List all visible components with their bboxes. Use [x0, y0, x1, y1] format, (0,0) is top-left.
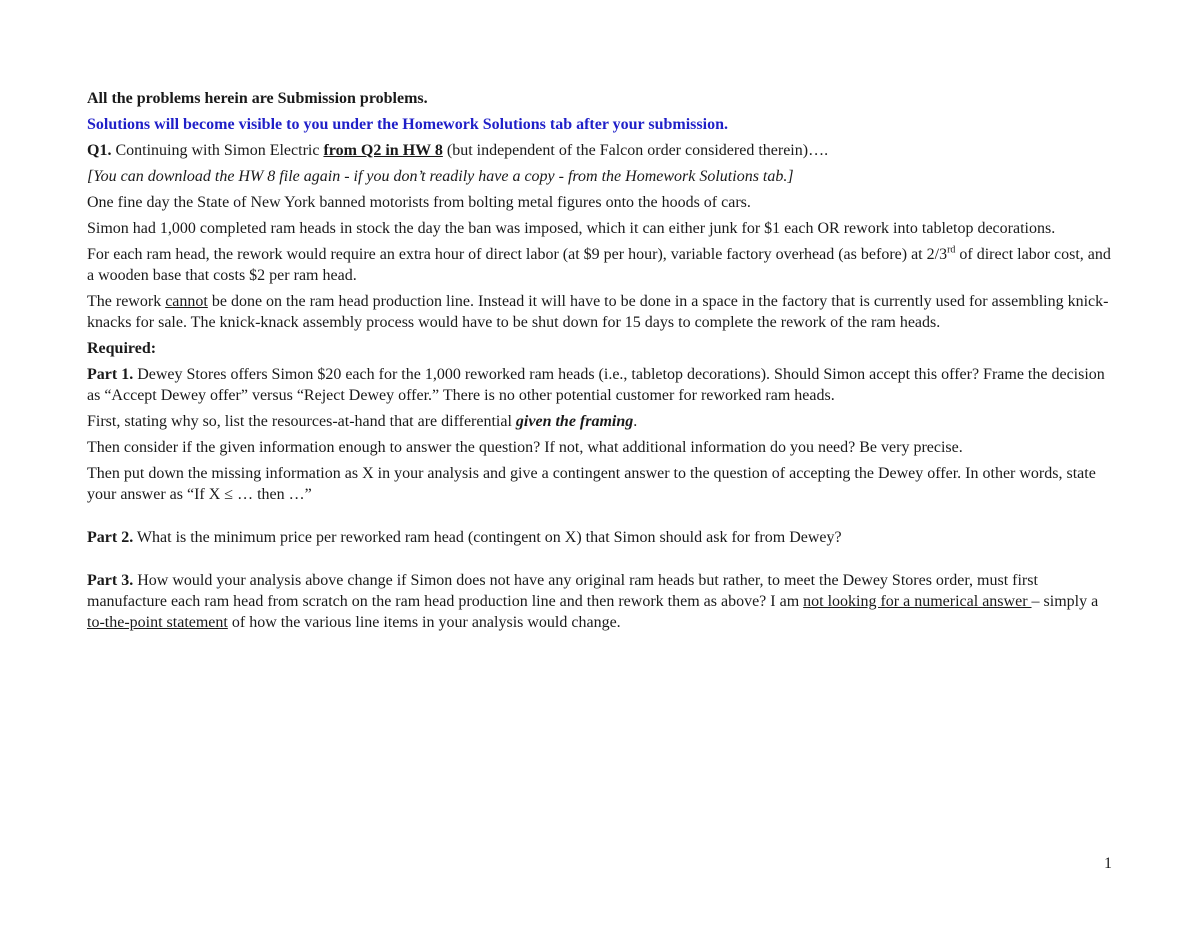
part3-text-c: of how the various line items in your analysis would change. [227, 614, 621, 631]
then1-text: Then consider if the given information enough to answer the question? If not, what additional information do you need? Be very precise. [87, 439, 963, 456]
question-1 [87, 140, 1117, 161]
part2-text: What is the minimum price per reworked ram head (contingent on X) that Simon should ask for from Dewey? [133, 529, 842, 546]
paragraph-rework-cost [87, 244, 1117, 286]
line-text-b: be done on the ram head production line. Instead it will have to be done in a space in the factory that is currently used for assembling knick-knacks for sale. The knick-knack assembly process would have to be shut down for 15 days to complete the rework of the ram heads. [87, 293, 1109, 331]
required-label: Required: [87, 340, 157, 357]
line-emphasis-cannot: cannot [165, 293, 208, 310]
page-number: 1 [1104, 855, 1112, 872]
part3-emphasis-statement: to-the-point statement [87, 614, 228, 631]
required-heading [87, 338, 1117, 359]
q1-label: Q1. [87, 142, 112, 159]
q1-text-a: Continuing with Simon Electric [111, 142, 324, 159]
first-emphasis: given the framing [515, 413, 634, 430]
part3-text-a: How would your analysis above change if Simon does not have any original ram heads but rather, to meet the Dewey Stores order, must first manufacture each ram head from scratch on the ram head production line and then rework them as above? I am [87, 572, 1038, 610]
part-1 [87, 364, 1117, 406]
paragraph-then-1 [87, 437, 1117, 458]
rework-text-a: For each ram head, the rework would require an extra hour of direct labor (at $9 per hour), variable factory overhead (as before) at 2/3 [87, 246, 948, 263]
part1-label: Part 1. [87, 366, 134, 383]
then2-text: Then put down the missing information as X in your analysis and give a contingent answer to the question of accepting the Dewey offer. In other words, state your answer as “If X ≤ … then …” [87, 465, 1096, 503]
download-note-text: [You can download the HW 8 file again - if you don’t readily have a copy - from the Homework Solutions tab.] [87, 168, 794, 185]
part3-label: Part 3. [87, 572, 134, 589]
intro-text: All the problems herein are Submission problems. [87, 90, 428, 107]
solutions-note [87, 114, 1117, 135]
paragraph-stock-text: Simon had 1,000 completed ram heads in stock the day the ban was imposed, which it can either junk for $1 each OR rework into tabletop decorations. [87, 220, 1056, 237]
paragraph-first [87, 411, 1117, 432]
part2-label: Part 2. [87, 529, 134, 546]
download-note [87, 166, 1117, 187]
part3-text-b: – simply a [1031, 593, 1099, 610]
part-2 [87, 527, 1117, 548]
q1-text-b: (but independent of the Falcon order considered therein)…. [442, 142, 829, 159]
rework-superscript: rd [947, 244, 956, 256]
paragraph-stock [87, 218, 1117, 239]
paragraph-then-2 [87, 463, 1117, 505]
document-body [87, 88, 1117, 638]
part1-text: Dewey Stores offers Simon $20 each for the 1,000 reworked ram heads (i.e., tabletop decorations). Should Simon accept this offer? Frame the decision as “Accept Dewey offer” versus “Reject Dewey offer.” There is no other potential customer for reworked ram heads. [87, 366, 1105, 404]
paragraph-production-line [87, 291, 1117, 333]
part3-emphasis-not-numerical: not looking for a numerical answer [803, 593, 1032, 610]
paragraph-ban [87, 192, 1117, 213]
rework-text-b: of direct labor cost, and a wooden base that costs $2 per ram head. [87, 246, 1111, 284]
q1-hw8-reference: from Q2 in HW 8 [323, 142, 443, 159]
first-text-a: First, stating why so, list the resources-at-hand that are differential [87, 413, 516, 430]
intro-line [87, 88, 1117, 109]
line-text-a: The rework [87, 293, 166, 310]
first-text-b: . [633, 413, 638, 430]
solutions-note-text: Solutions will become visible to you under the Homework Solutions tab after your submission. [87, 116, 728, 133]
part-3 [87, 570, 1117, 633]
paragraph-ban-text: One fine day the State of New York banned motorists from bolting metal figures onto the hoods of cars. [87, 194, 751, 211]
